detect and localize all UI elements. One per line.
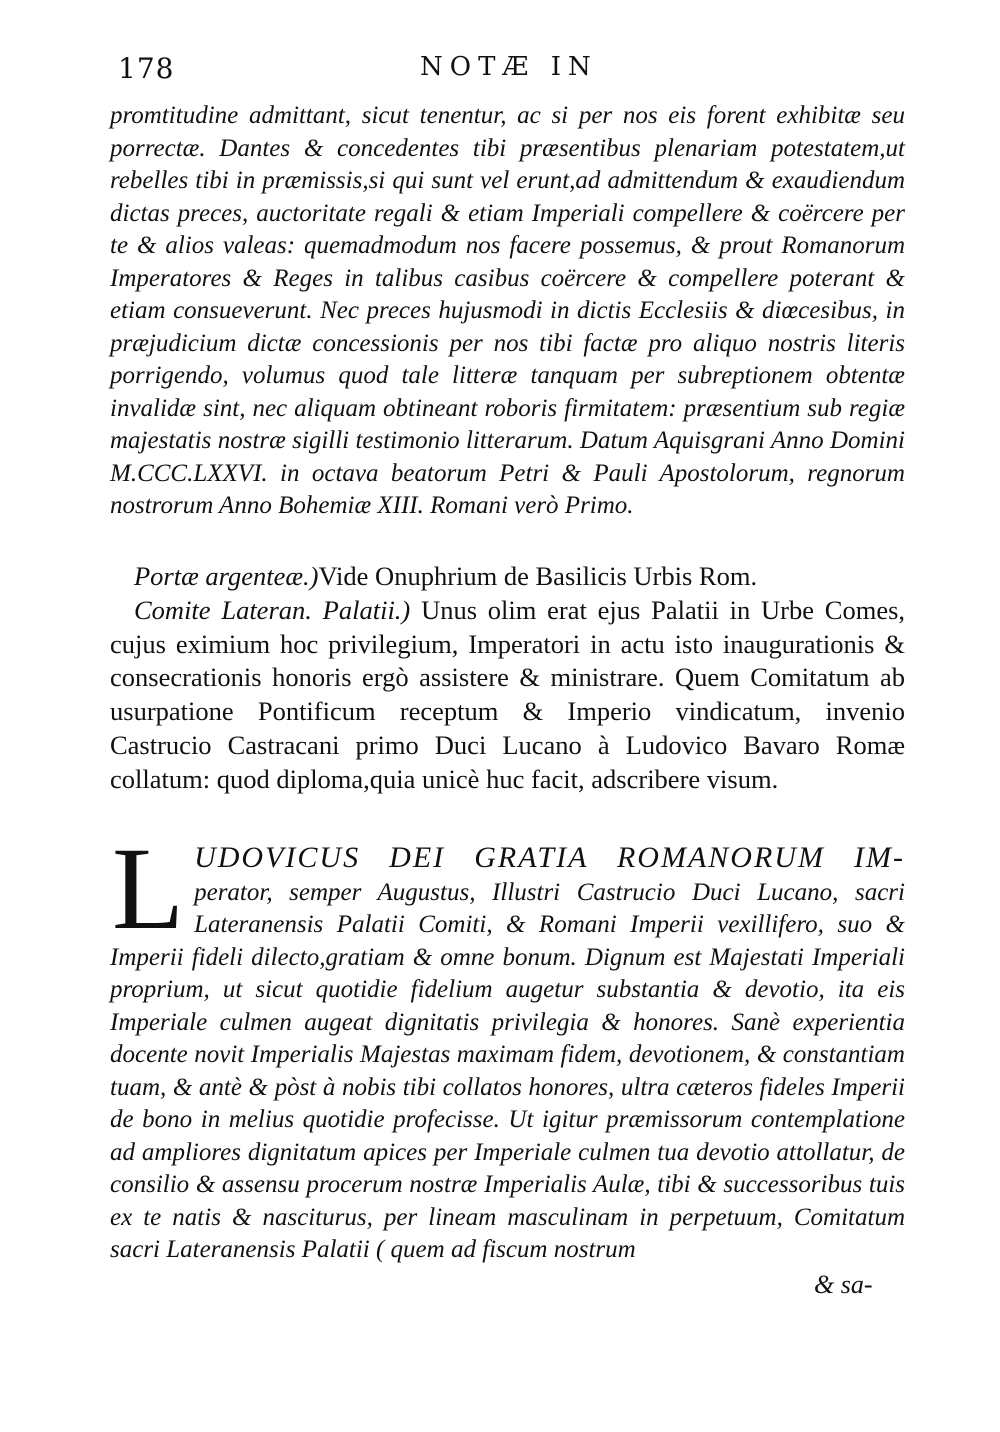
bottom-margin [0, 1320, 1000, 1432]
diploma-opening-line: UDOVICUS DEI GRATIA ROMANORUM IM- [194, 841, 905, 874]
drop-cap-initial: L [112, 823, 185, 954]
note-porta-argentea [110, 560, 905, 594]
catchword: & sa- [814, 1270, 873, 1299]
note-lemma: Portæ argenteæ.) [134, 561, 319, 591]
note-text: Unus olim erat ejus Palatii in Urbe Comes, cujus eximium hoc privilegium, Imperatori in actu isto inaugurationis & consecrationis honoris ergò assistere & ministrare. Quem Comitatum ab usurpatione Pontificum receptum & Imperio vindicatum, invenio Castrucio Castracani primo Duci Lucano à Ludovico Bavaro Romæ collatum: quod diploma,quia unicè huc facit, adscribere visum. [110, 594, 906, 794]
notes-section [110, 560, 905, 797]
diploma-continuation [110, 100, 905, 523]
diploma-continuation-text: promtitudine admittant, sicut tenentur, ac si per nos eis forent exhibitæ seu porrectæ. Dantes & concedentes tibi præsentibus plenariam potestatem,ut rebelles tibi in præmissis,si qui sunt vel erunt,ad admittendum & exaudiendum dictas preces, auctoritate regali & etiam Imperiali compellere & coërcere per te & alios valeas: quemadmodum nos facere possemus, & prout Romanorum Imperatores & Reges in talibus casibus coërcere & compellere poterant & etiam consueverunt. Nec preces hujusmodi in dictis Ecclesiis & diœcesibus, in præjudicium dictæ concessionis per nos tibi factæ pro aliquo nostris literis porrigendo, volumus quod tale litteræ tanquam per subreptionem obtentæ invalidæ sint, nec aliquam obtineant roboris firmitatem: præsentium sub regiæ majestatis nostræ sigilli testimonio litterarum. Datum Aquisgrani Anno Domini M.CCC.LXXVI. in octava beatorum Petri & Pauli Apostolorum, regnorum nostrorum Anno Bohemiæ XIII. Romani verò Primo. [110, 102, 905, 519]
diploma-body-text: perator, semper Augustus, Illustri Castrucio Duci Lucano, sacri Lateranensis Palatii Comiti, & Romani Imperii vexillifero, suo & Imperii fideli dilecto,gratiam & omne bonum. Dignum est Majestati Imperiali proprium, ut sicut quotidie fidelium augetur substantia & devotio, ita eis Imperiale culmen augeat dignitatis privilegia & honores. Sanè experientia docente novit Imperialis Majestas maximam fidem, devotionem, & constantiam tuam, & antè & pòst à nobis tibi collatos honores, ultra cæteros fideles Imperii de bono in melius quotidie profecisse. Ut igitur præmissorum contemplatione ad ampliores dignitatum apices per Imperiale culmen tua devotio attollatur, de consilio & assensu procerum nostræ Imperialis Aulæ, tibi & successoribus tuis ex te natis & nasciturus, per lineam masculinam in perpetuum, Comitatum sacri Lateranensis Palatii ( quem ad fiscum nostrum [110, 878, 905, 1263]
page-header [100, 52, 910, 92]
note-comite-lateran [110, 594, 905, 797]
note-lemma: Comite Lateran. Palatii.) [134, 594, 411, 625]
page-number: 178 [118, 52, 175, 85]
note-text: Vide Onuphrium de Basilicis Urbis Rom. [318, 561, 758, 591]
diploma-ludovicus [110, 823, 905, 1267]
running-head: NOTÆ IN [420, 52, 598, 82]
